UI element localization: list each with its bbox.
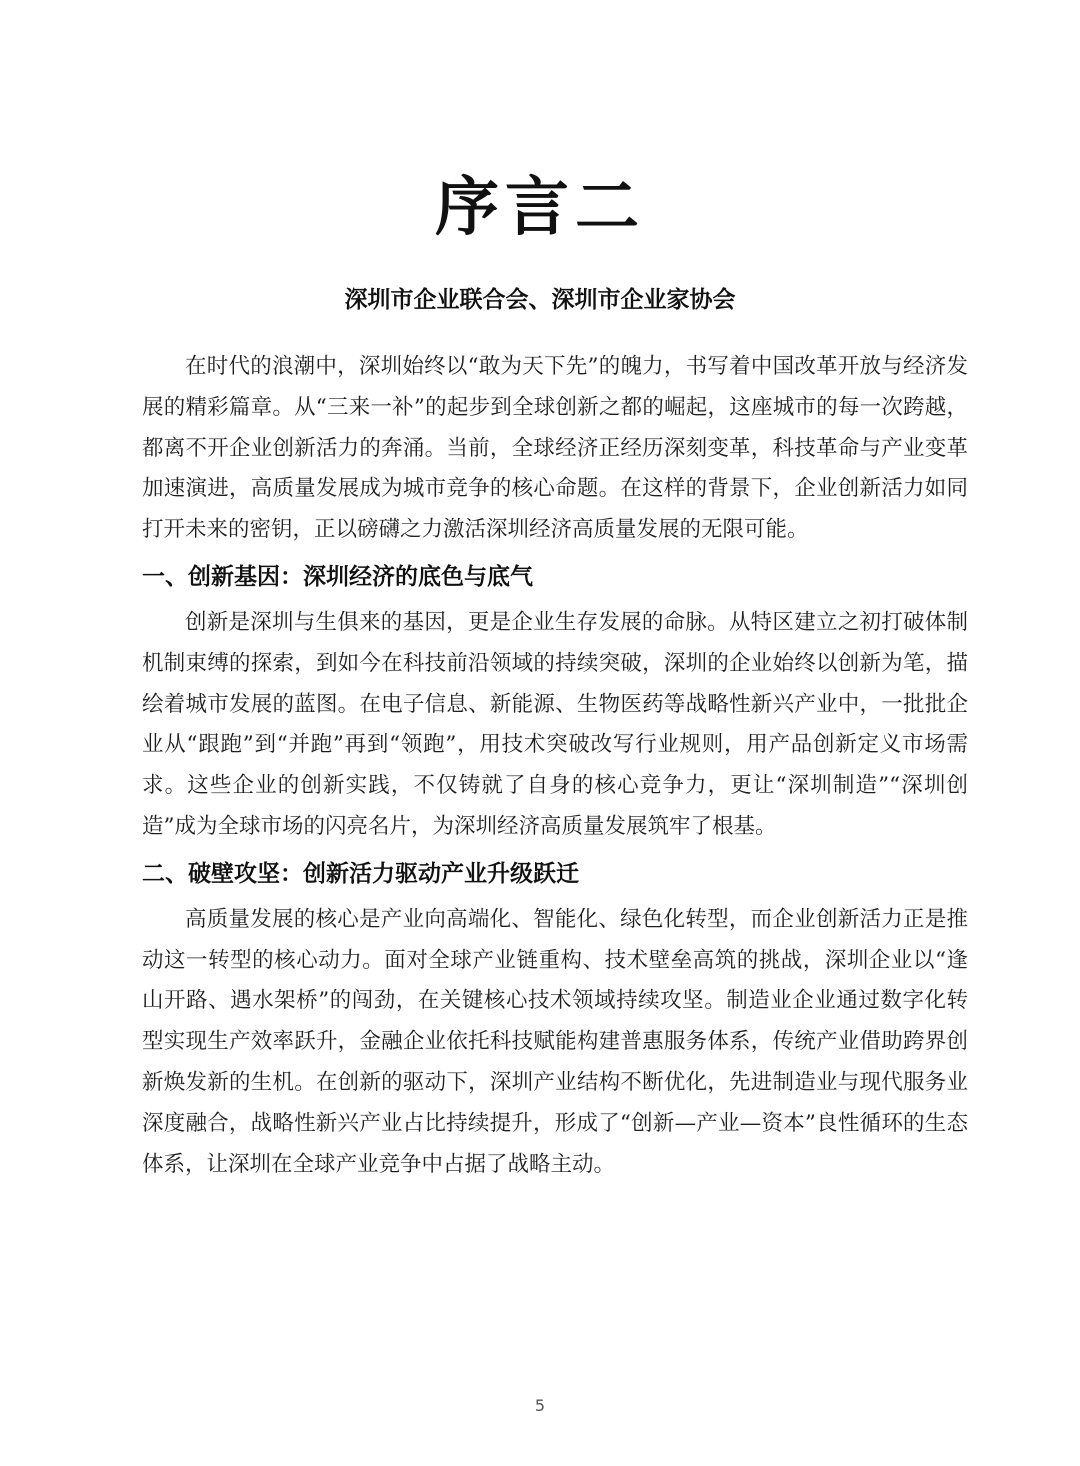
- page-number: 5: [534, 1396, 546, 1415]
- intro-paragraph: 在时代的浪潮中，深圳始终以“敢为天下先”的魄力，书写着中国改革开放与经济发展的精彩篇章。从“三来一补”的起步到全球创新之都的崛起，这座城市的每一次跨越，都离不开企业创新活力的奔涌。当前，全球经济正经历深刻变革，科技革命与产业变革加速演进，高质量发展成为城市竞争的核心命题。在这样的背景下，企业创新活力如同打开未来的密钥，正以磅礴之力激活深圳经济高质量发展的无限可能。: [142, 354, 968, 543]
- section-paragraph-1: 创新是深圳与生俱来的基因，更是企业生存发展的命脉。从特区建立之初打破体制机制束缚的探索，到如今在科技前沿领域的持续突破，深圳的企业始终以创新为笔，描绘着城市发展的蓝图。在电子信息、新能源、生物医药等战略性新兴产业中，一批批企业从“跟跑”到“并跑”再到“领跑”，用技术突破改写行业规则，用产品创新定义市场需求。这些企业的创新实践，不仅铸就了自身的核心竞争力，更让“深圳制造”“深圳创造”成为全球市场的闪亮名片，为深圳经济高质量发展筑牢了根基。: [142, 609, 968, 839]
- page-subtitle: 深圳市企业联合会、深圳市企业家协会: [344, 287, 736, 313]
- section-paragraph-2: 高质量发展的核心是产业向高端化、智能化、绿色化转型，而企业创新活力正是推动这一转型的核心动力。面对全球产业链重构、技术壁垒高筑的挑战，深圳企业以“逢山开路、遇水架桥”的闯劲，在关键核心技术领域持续攻坚。制造业企业通过数字化转型实现生产效率跃升，金融企业依托科技赋能构建普惠服务体系，传统产业借助跨界创新焕发新的生机。在创新的驱动下，深圳产业结构不断优化，先进制造业与现代服务业深度融合，战略性新兴产业占比持续提升，形成了“创新—产业—资本”良性循环的生态体系，让深圳在全球产业竞争中占据了战略主动。: [142, 906, 968, 1177]
- section-heading-2: 二、破壁攻坚：创新活力驱动产业升级跃迁: [142, 860, 579, 887]
- page-title: 序言二: [435, 170, 645, 245]
- document-body: [142, 347, 968, 1185]
- section-heading-1: 一、创新基因：深圳经济的底色与底气: [142, 563, 533, 590]
